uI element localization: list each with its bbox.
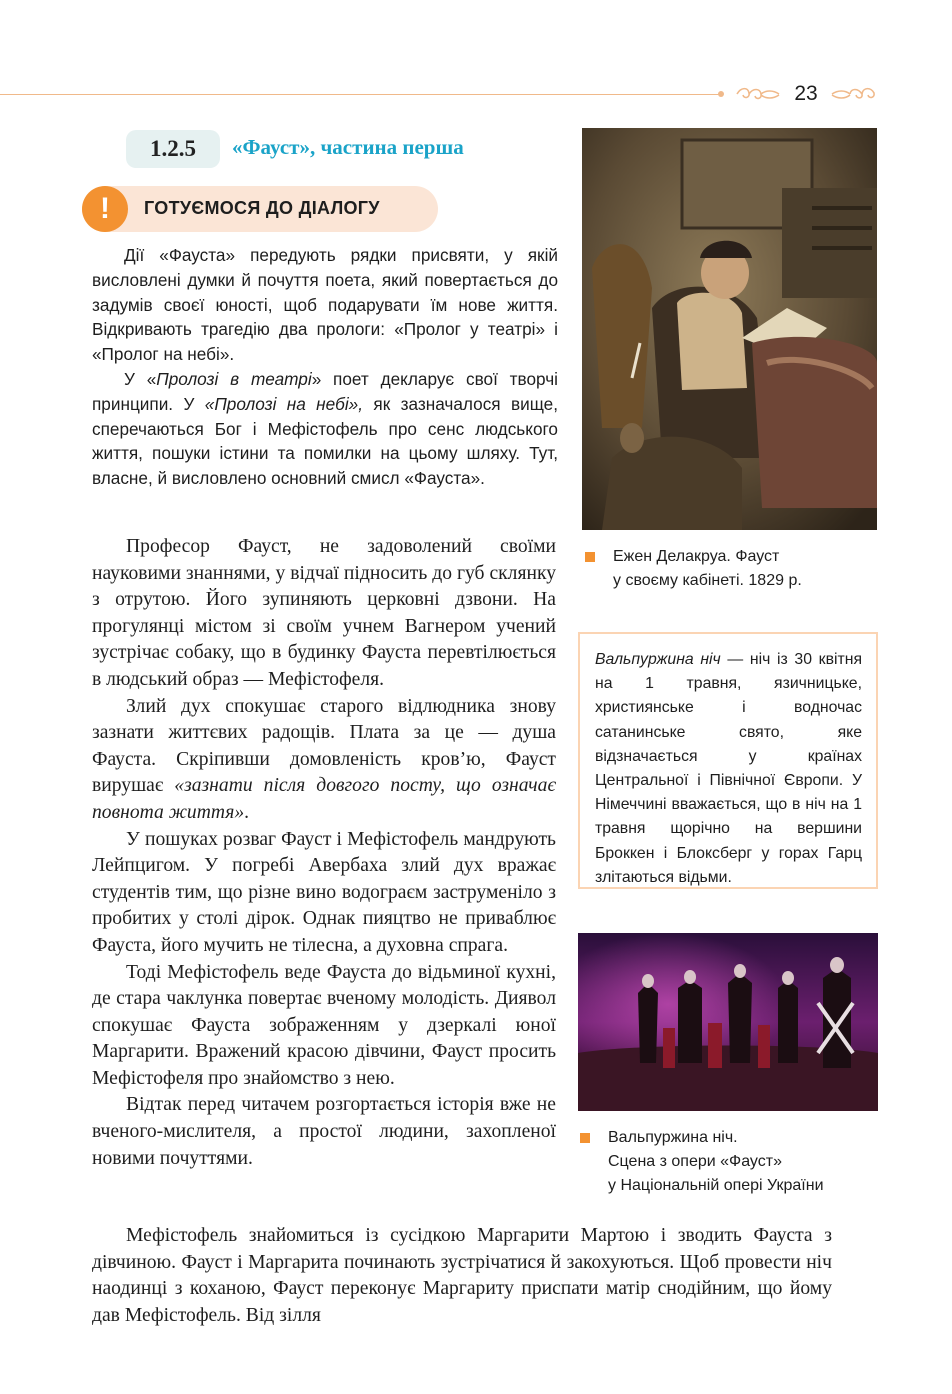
ornament-right-icon [830,84,876,104]
main-paragraph: У пошуках розваг Фауст і Мефістофель мандрують Лейпцигом. У погребі Авербаха злий дух вражає студентів тим, що різне вино водограєм заструменіло з пробитих у столі дірок. Однак пияцтво не приваблює Фауста, його мучить не тілесна, а духовна спрага. [92,828,556,956]
main-paragraph: Професор Фауст, не задоволений своїми науковими знаннями, у відчаї підносить до губ склянку з отрутою. Його зупиняють церковні дзвони. На прогулянці містом зі своїм учнем Вагнером учений зустрічає собаку, що в будинку Фауста перевтілюється в людський образ — Мефістофеля. [92,536,556,690]
caption-line: Сцена з опери «Фауст» [608,1153,782,1170]
text-run: » поет декларує свої творчі принципи. У [92,368,558,414]
prep-heading-title: ГОТУЄМОСЯ ДО ДІАЛОГУ [144,198,380,218]
main-paragraph: Відтак перед читачем розгортається історія вже не вченого-мислителя, а простої людини, захопленої новими почуттями. [92,1094,556,1169]
caption-marker [580,1133,590,1143]
main-text [92,534,556,1172]
figure-caption [580,1126,910,1198]
main-paragraph: Мефістофель знайомиться із сусідкою Маргарити Мартою і зводить Фауста з дівчиною. Фауст і Маргарита починають зустрічатися й закохуються. Щоб провести ніч наодинці з коханою, Фауст переконує Маргариту приспати матір снодійним, що йому дав Мефістофель. Від зілля [92,1225,832,1326]
intro-paragraph: Дії «Фауста» передують рядки присвяти, у якій висловлені думки й почуття поета, який повертається до задумів своєї юності, щоб подарувати їм нове життя. Відкривають трагедію два прологи: «Пролог у театрі» і «Пролог на небі». [92,245,558,365]
quote: «зазнати після довгого посту, що означає повнота життя» [92,775,556,823]
main-paragraph: Тоді Мефістофель веде Фауста до відьминої кухні, де стара чаклунка повертає вченому молодість. Диявол спокушає Фауста зображенням у дзеркалі юної Маргарити. Вражений красою дівчини, Фауст просить Мефістофеля про знайомство з нею. [92,961,556,1089]
caption-line: Вальпуржина ніч. [608,1129,738,1146]
text-run: Злий дух спокушає старого відлюдника знову зазнати життєвих радощів. Плата за це — душа Фауста. Скріпивши домовленість кров’ю, Фауст вирушає [92,695,556,797]
section-title: «Фауст», частина перша [232,135,464,159]
caption-marker [585,552,595,562]
emphasis: «Пролозі на небі», [204,393,364,414]
ornament-left-icon [735,84,781,104]
emphasis: Пролозі в театрі [156,368,312,389]
definition-text: — ніч із 30 квітня на 1 травня, язичницьке, християнське і водночас сатанинське свято, яке відзначається у країнах Центральної і Північної Європи. У Німеччині вважається, що в ніч на 1 травня щорічно на вершини Броккен і Блоксберг у горах Гарц злітаються відьми. [595,651,862,886]
intro-text [92,243,558,491]
header-rule-end-dot [718,91,724,97]
walpurgis-night-definition-box [578,632,878,889]
figure-caption [585,545,885,593]
intro-paragraph [92,367,558,491]
caption-line: у Національній опері України [608,1177,824,1194]
page-number: 23 [794,82,818,105]
text-run: У « [124,368,157,389]
delacroix-faust-painting [582,128,877,530]
caption-line: у своєму кабінеті. 1829 р. [613,572,802,589]
text-run: як зазначалося вище, сперечаються Бог і Мефістофель про сенс людського життя, пошуки істини та помилки на цьому шляху. Тут, власне, й висловлено основний смисл «Фауста». [92,393,558,489]
text-run: . [244,801,250,823]
opera-stage-photo [578,933,878,1111]
section-number: 1.2.5 [126,130,220,168]
main-paragraph [92,694,556,827]
header-rule [0,94,722,95]
bottom-text [92,1223,832,1329]
caption-line: Ежен Делакруа. Фауст [613,548,780,565]
definition-term: Вальпуржина ніч [595,651,721,668]
exclamation-icon: ! [82,186,128,232]
